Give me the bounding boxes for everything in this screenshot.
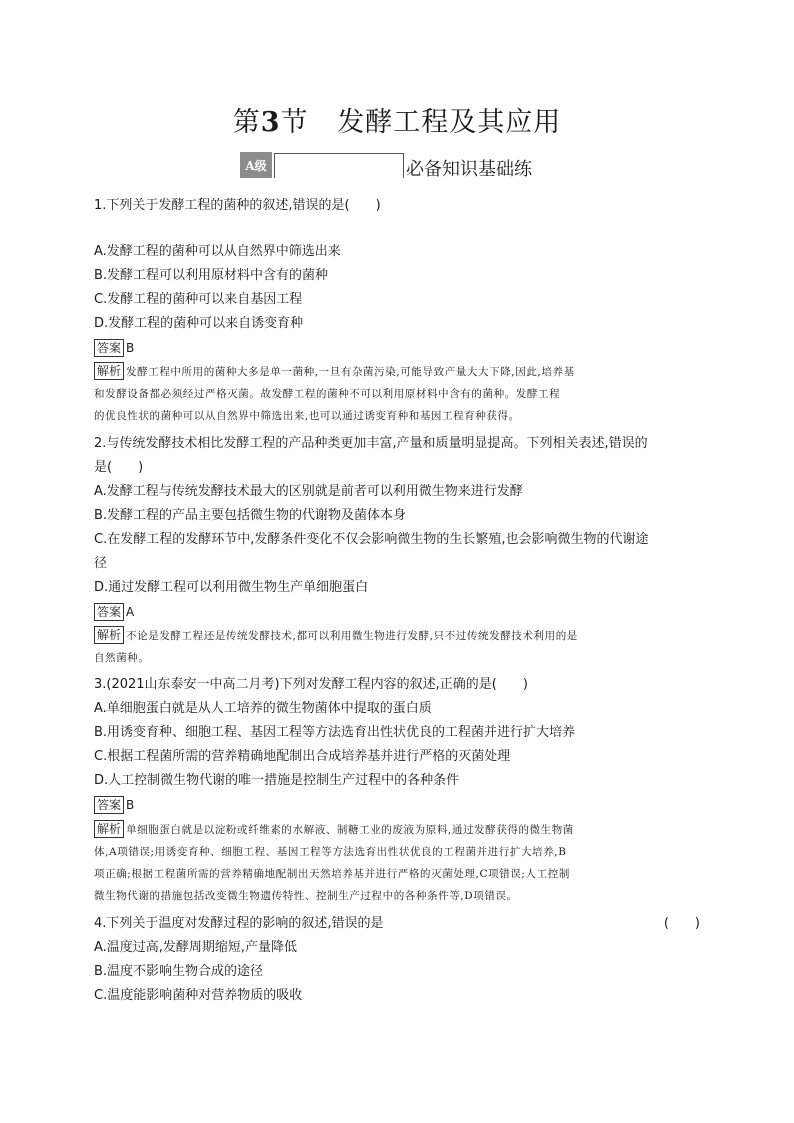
analysis-line: 不论是发酵工程还是传统发酵技术,都可以利用微生物进行发酵,只不过传统发酵技术利用的是 bbox=[126, 630, 578, 642]
question-stem: 3.(2021山东泰安一中高二月考)下列对发酵工程内容的叙述,正确的是( ) bbox=[94, 677, 528, 692]
answer-line bbox=[94, 337, 700, 359]
option: D.人工控制微生物代谢的唯一措施是控制生产过程中的各种条件 bbox=[94, 773, 460, 788]
option: B.发酵工程可以利用原材料中含有的菌种 bbox=[94, 268, 329, 283]
analysis-tag: 解析 bbox=[94, 626, 124, 644]
question-stem: 1.下列关于发酵工程的菌种的叙述,错误的是( ) bbox=[94, 198, 381, 213]
answer-tag: 答案 bbox=[94, 339, 124, 357]
option: A.单细胞蛋白就是从人工培养的微生物菌体中提取的蛋白质 bbox=[94, 701, 432, 716]
page-title: 第3节 发酵工程及其应用 bbox=[232, 107, 562, 138]
option: B.用诱变育种、细胞工程、基因工程等方法选育出性状优良的工程菌并进行扩大培养 bbox=[94, 725, 576, 740]
option: A.温度过高,发酵周期缩短,产量降低 bbox=[94, 940, 298, 955]
analysis-line: 体,A项错误;用诱变育种、细胞工程、基因工程等方法选育出性状优良的工程菌并进行扩大培养,B bbox=[94, 846, 567, 858]
answer-tag: 答案 bbox=[94, 603, 124, 621]
option: A.发酵工程与传统发酵技术最大的区别就是前者可以利用微生物来进行发酵 bbox=[94, 484, 523, 499]
level-badge: A级 bbox=[240, 152, 272, 178]
option: C.温度能影响菌种对营养物质的吸收 bbox=[94, 988, 303, 1003]
option: C.在发酵工程的发酵环节中,发酵条件变化不仅会影响微生物的生长繁殖,也会影响微生物的代谢途 bbox=[94, 532, 649, 547]
option: D.发酵工程的菌种可以来自诱变育种 bbox=[94, 316, 304, 331]
analysis-tag: 解析 bbox=[94, 362, 124, 380]
option: B.发酵工程的产品主要包括微生物的代谢物及菌体本身 bbox=[94, 508, 407, 523]
analysis-block bbox=[94, 360, 700, 427]
analysis-line: 发酵工程中所用的菌种大多是单一菌种,一旦有杂菌污染,可能导致产量大大下降,因此,培养基 bbox=[126, 366, 575, 378]
analysis-line: 单细胞蛋白就是以淀粉或纤维素的水解液、制糖工业的废液为原料,通过发酵获得的微生物菌 bbox=[126, 824, 574, 836]
answer-value: B bbox=[126, 798, 135, 812]
level-header bbox=[240, 150, 532, 178]
answer-paren: ( ) bbox=[663, 916, 700, 931]
answer-line bbox=[94, 601, 700, 623]
question-stem-cont: 是( ) bbox=[94, 460, 144, 475]
analysis-line: 和发酵设备都必须经过严格灭菌。故发酵工程的菌种不可以利用原材料中含有的菌种。发酵工程 bbox=[94, 388, 561, 400]
analysis-tag: 解析 bbox=[94, 820, 124, 838]
question-stem: 4.下列关于温度对发酵过程的影响的叙述,错误的是 bbox=[94, 916, 384, 931]
answer-line bbox=[94, 794, 700, 816]
answer-tag: 答案 bbox=[94, 796, 124, 814]
analysis-block bbox=[94, 624, 700, 669]
option: B.温度不影响生物合成的途径 bbox=[94, 964, 264, 979]
level-box bbox=[274, 153, 404, 178]
analysis-line: 自然菌种。 bbox=[94, 652, 150, 664]
question-stem: 2.与传统发酵技术相比发酵工程的产品种类更加丰富,产量和质量明显提高。下列相关表述,错误的 bbox=[94, 436, 648, 451]
analysis-block bbox=[94, 818, 700, 907]
option: A.发酵工程的菌种可以从自然界中筛选出来 bbox=[94, 244, 341, 259]
answer-value: B bbox=[126, 341, 135, 355]
option: C.发酵工程的菌种可以来自基因工程 bbox=[94, 292, 303, 307]
question-stem-row bbox=[94, 912, 700, 936]
option: D.通过发酵工程可以利用微生物生产单细胞蛋白 bbox=[94, 580, 369, 595]
analysis-line: 的优良性状的菌种可以从自然界中筛选出来,也可以通过诱变育种和基因工程育种获得。 bbox=[94, 410, 520, 422]
analysis-line: 项正确;根据工程菌所需的营养精确地配制出天然培养基并进行严格的灭菌处理,C项错误;人工控制 bbox=[94, 868, 570, 880]
option-cont: 径 bbox=[94, 556, 108, 571]
answer-value: A bbox=[126, 605, 135, 619]
option: C.根据工程菌所需的营养精确地配制出合成培养基并进行严格的灭菌处理 bbox=[94, 749, 511, 764]
analysis-line: 微生物代谢的措施包括改变微生物遗传特性、控制生产过程中的各种条件等,D项错误。 bbox=[94, 890, 518, 902]
level-title: 必备知识基础练 bbox=[406, 159, 532, 180]
